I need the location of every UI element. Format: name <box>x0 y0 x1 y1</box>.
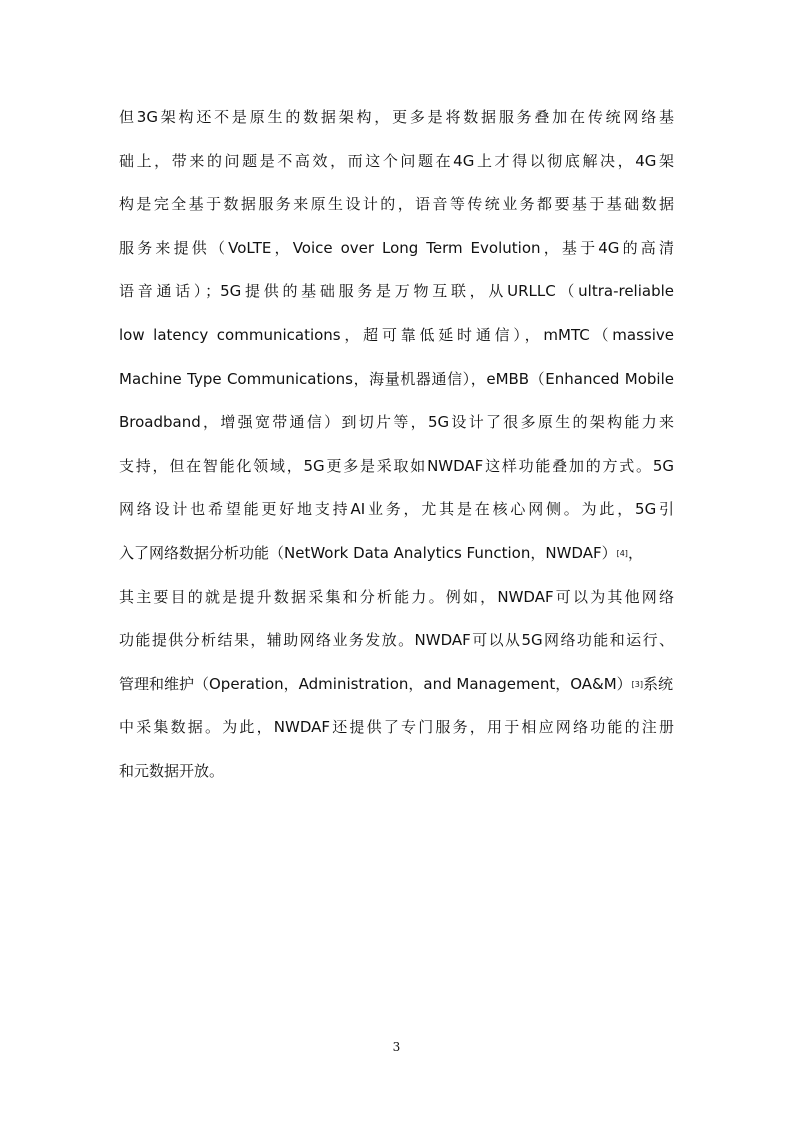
paragraph-line: 入了网络数据分析功能（NetWork Data Analytics Function，NWDAF） [4] ， <box>119 532 674 576</box>
paragraph-line: 构是完全基于数据服务来原生设计的，语音等传统业务都要基于基础数据 <box>119 195 674 214</box>
paragraph-line: 网络设计也希望能更好地支持AI业务，尤其是在核心网侧。为此，5G引 <box>119 500 674 519</box>
paragraph-line: 服务来提供（VoLTE，Voice over Long Term Evolution，基于4G的高清 <box>119 238 674 257</box>
paragraph-line: 语音通话）；5G提供的基础服务是万物互联，从URLLC（ultra-reliable <box>119 282 674 301</box>
paragraph-line: low latency communications，超可靠低延时通信），mMTC（massive <box>119 325 674 344</box>
line-text: 入了网络数据分析功能（NetWork Data Analytics Function，NWDAF） <box>119 543 617 562</box>
line-text: 管理和维护（Operation，Administration，and Management，OA&M） <box>119 674 632 693</box>
page-number: 3 <box>392 1040 401 1054</box>
paragraph-line: 支持，但在智能化领域，5G更多是采取如NWDAF这样功能叠加的方式。5G <box>119 456 674 475</box>
paragraph-line: Broadband，增强宽带通信）到切片等，5G设计了很多原生的架构能力来 <box>119 413 674 432</box>
paragraph-line: 功能提供分析结果，辅助网络业务发放。NWDAF可以从5G网络功能和运行、 <box>119 631 674 650</box>
paragraph-line: 但3G架构还不是原生的数据架构，更多是将数据服务叠加在传统网络基 <box>119 108 674 126</box>
paragraph-line: 础上，带来的问题是不高效，而这个问题在4G上才得以彻底解决，4G架 <box>119 151 674 170</box>
paragraph-line: 中采集数据。为此，NWDAF还提供了专门服务，用于相应网络功能的注册 <box>119 718 674 737</box>
line-text: ， <box>627 543 643 562</box>
line-text: 系统 <box>643 674 674 693</box>
paragraph-line: 和元数据开放。 <box>119 761 225 780</box>
body-paragraph <box>119 96 674 794</box>
paragraph-line: Machine Type Communications，海量机器通信），eMBB（Enhanced Mobile <box>119 369 674 388</box>
paragraph-line: 其主要目的就是提升数据采集和分析能力。例如，NWDAF可以为其他网络 <box>119 587 674 606</box>
paragraph-line: 管理和维护（Operation，Administration，and Management，OA&M） [3] 系统 <box>119 663 674 707</box>
